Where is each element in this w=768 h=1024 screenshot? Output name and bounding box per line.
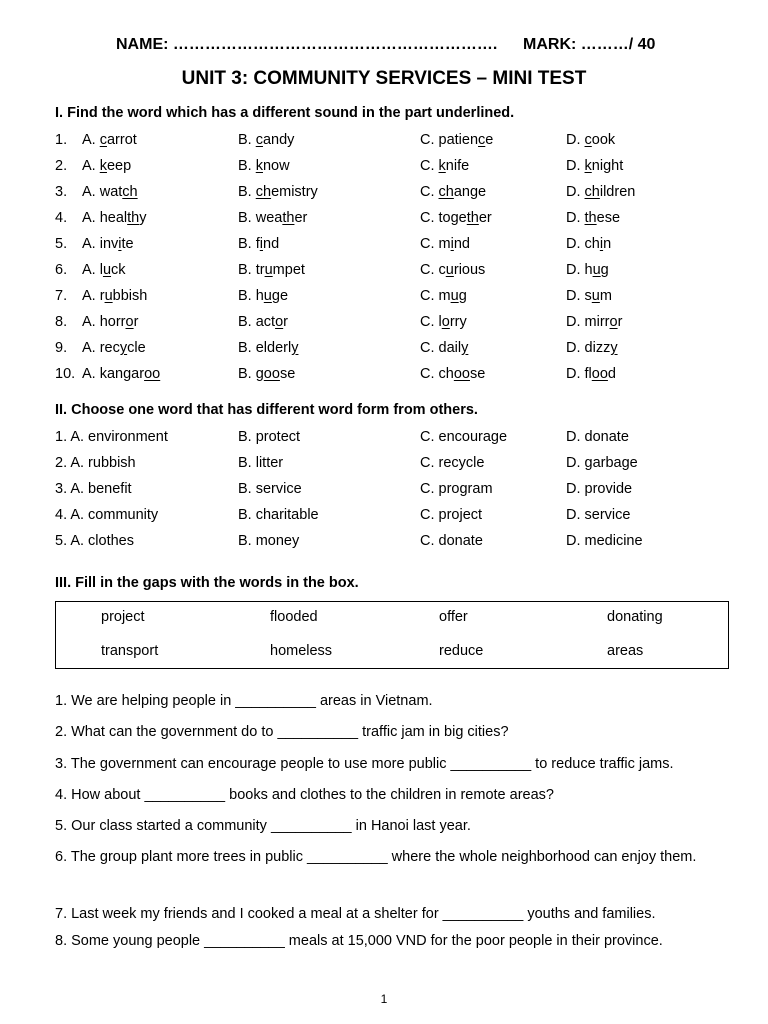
question-number: 3. [55, 184, 68, 200]
option-b: B. protect [238, 429, 301, 445]
underlined-part: k [584, 158, 592, 174]
question-row [0, 507, 768, 529]
underlined-part: y [119, 340, 128, 356]
box-word: donating [607, 609, 663, 625]
underlined-part: c [478, 132, 486, 148]
option-text: C. m [420, 288, 451, 304]
word-box [55, 601, 729, 669]
option-text: y [139, 210, 147, 226]
underlined-part: th [466, 210, 479, 226]
option-text: A. rec [82, 340, 120, 356]
question-number: 4. [55, 210, 68, 226]
option-text: n [603, 236, 612, 252]
question-row [0, 429, 768, 451]
option-d: D. medicine [566, 533, 643, 549]
option-text: e [485, 132, 494, 148]
fill-sentence-1: 1. We are helping people in __________ areas in Vietnam. [55, 693, 433, 709]
option-d [566, 132, 615, 148]
option-text: C. patien [420, 132, 479, 148]
section-3-heading: III. Fill in the gaps with the words in the box. [55, 575, 359, 591]
underlined-part: y [291, 340, 299, 356]
question-row [0, 132, 768, 154]
option-a [82, 132, 137, 148]
option-text: g [600, 262, 609, 278]
option-text: B. f [238, 236, 260, 252]
box-word: homeless [270, 643, 333, 659]
option-text: D. [566, 184, 585, 200]
question-row [0, 340, 768, 362]
underlined-part: th [127, 210, 140, 226]
option-text: D. s [566, 288, 592, 304]
option-text: ge [271, 288, 289, 304]
question-number: 5. [55, 236, 68, 252]
option-c [420, 340, 468, 356]
option-text: D. mirr [566, 314, 610, 330]
option-a [82, 184, 138, 200]
underlined-part: c [99, 132, 107, 148]
name-field: NAME: ……………………………………………………. [116, 36, 498, 53]
underlined-part: k [438, 158, 446, 174]
option-d: D. service [566, 507, 631, 523]
option-text: now [262, 158, 290, 174]
option-text: C. dail [420, 340, 462, 356]
option-text: C. ch [420, 366, 454, 382]
underlined-part: ch [122, 184, 138, 200]
option-text: ange [453, 184, 487, 200]
underlined-part: o [275, 314, 284, 330]
option-text: D. fl [566, 366, 592, 382]
question-row [0, 366, 768, 388]
question-row [0, 184, 768, 206]
box-word: transport [101, 643, 159, 659]
underlined-part: i [118, 236, 122, 252]
option-text: ese [596, 210, 621, 226]
fill-sentence-3: 3. The government can encourage people to use more public __________ to reduce traffic jams. [55, 756, 674, 772]
fill-sentence-7: 7. Last week my friends and I cooked a meal at a shelter for __________ youths and families. [55, 906, 656, 922]
option-text: A. heal [82, 210, 128, 226]
underlined-part: c [584, 132, 592, 148]
question-row [0, 533, 768, 555]
option-d [566, 340, 618, 356]
underlined-part: u [263, 288, 272, 304]
option-text: C. [420, 184, 439, 200]
option-text: C. [420, 158, 439, 174]
option-text: nd [453, 236, 470, 252]
option-a: 5. A. clothes [55, 533, 134, 549]
option-c: C. encourage [420, 429, 508, 445]
option-d [566, 314, 622, 330]
option-text: A. horr [82, 314, 126, 330]
option-text: se [469, 366, 486, 382]
option-d [566, 262, 609, 278]
underlined-part: y [610, 340, 618, 356]
question-row [0, 236, 768, 258]
fill-sentence-4: 4. How about __________ books and clothes to the children in remote areas? [55, 787, 554, 803]
option-text: andy [262, 132, 295, 148]
option-d [566, 366, 616, 382]
option-text: B. act [238, 314, 276, 330]
option-text: rious [453, 262, 486, 278]
option-text: m [599, 288, 612, 304]
option-text: d [607, 366, 616, 382]
fill-sentence-8: 8. Some young people __________ meals at 15,000 VND for the poor people in their province. [55, 933, 663, 949]
underlined-part: u [104, 288, 113, 304]
word-box-row [56, 643, 730, 663]
option-b: B. charitable [238, 507, 319, 523]
option-text: ildren [599, 184, 636, 200]
option-text: A. [82, 132, 100, 148]
fill-sentence-2: 2. What can the government do to __________ traffic jam in big cities? [55, 724, 509, 740]
question-number: 1. [55, 132, 68, 148]
option-c: C. donate [420, 533, 483, 549]
option-text: mpet [272, 262, 305, 278]
option-b [238, 184, 318, 200]
question-number: 8. [55, 314, 68, 330]
option-b: B. service [238, 481, 302, 497]
underlined-part: ch [584, 184, 600, 200]
box-word: flooded [270, 609, 318, 625]
underlined-part: u [264, 262, 273, 278]
option-b [238, 236, 279, 252]
option-text: B. [238, 184, 256, 200]
underlined-part: u [445, 262, 454, 278]
question-number: 6. [55, 262, 68, 278]
option-c [420, 262, 485, 278]
option-c [420, 236, 470, 252]
option-text: D. h [566, 262, 593, 278]
option-a [82, 314, 138, 330]
underlined-part: ch [255, 184, 272, 200]
option-text: C. toge [420, 210, 467, 226]
box-word: project [101, 609, 145, 625]
option-a [82, 288, 147, 304]
option-d [566, 210, 620, 226]
option-b [238, 262, 305, 278]
question-row [0, 481, 768, 503]
option-text: D. [566, 158, 585, 174]
underlined-part: u [591, 288, 600, 304]
question-row [0, 158, 768, 180]
option-text: eep [106, 158, 132, 174]
option-b [238, 132, 294, 148]
option-c [420, 158, 469, 174]
fill-sentence-6: 6. The group plant more trees in public __________ where the whole neighborhood can enjoy them. [55, 849, 697, 865]
question-number: 9. [55, 340, 68, 356]
option-c: C. project [420, 507, 483, 523]
option-text: D. [566, 210, 585, 226]
option-b [238, 158, 290, 174]
option-text: se [279, 366, 296, 382]
underlined-part: u [102, 262, 112, 278]
option-a [82, 158, 131, 174]
option-a: 1. A. environment [55, 429, 168, 445]
underlined-part: o [125, 314, 134, 330]
option-text: B. [238, 132, 256, 148]
option-text: D. [566, 132, 585, 148]
option-c [420, 132, 493, 148]
question-row [0, 262, 768, 284]
option-a [82, 340, 146, 356]
option-text: arrot [106, 132, 137, 148]
option-b [238, 288, 288, 304]
option-a: 2. A. rubbish [55, 455, 136, 471]
underlined-part: o [441, 314, 450, 330]
question-row [0, 288, 768, 310]
page-number: 1 [380, 992, 388, 1006]
option-text: rry [449, 314, 467, 330]
option-text: C. m [420, 236, 451, 252]
option-c [420, 184, 486, 200]
option-text: A. r [82, 288, 105, 304]
header [0, 36, 768, 58]
option-a [82, 236, 134, 252]
underlined-part: u [592, 262, 601, 278]
option-text: cle [127, 340, 146, 356]
underlined-part: oo [453, 366, 470, 382]
underlined-part: i [599, 236, 604, 252]
option-d [566, 236, 611, 252]
underlined-part: i [259, 236, 263, 252]
fill-sentence-5: 5. Our class started a community __________ in Hanoi last year. [55, 818, 471, 834]
underlined-part: ch [438, 184, 454, 200]
underlined-part: oo [144, 366, 161, 382]
option-d [566, 158, 623, 174]
option-text: er [478, 210, 492, 226]
option-a: 4. A. community [55, 507, 159, 523]
option-c [420, 210, 492, 226]
option-d: D. garbage [566, 455, 638, 471]
page-title: UNIT 3: COMMUNITY SERVICES – MINI TEST [181, 68, 587, 89]
option-b [238, 314, 288, 330]
option-text: A. kangar [82, 366, 145, 382]
option-text: r [617, 314, 623, 330]
option-b: B. litter [238, 455, 284, 471]
underlined-part: k [99, 158, 107, 174]
option-text: B. elderl [238, 340, 292, 356]
underlined-part: k [255, 158, 263, 174]
underlined-part: u [450, 288, 459, 304]
option-text: D. dizz [566, 340, 611, 356]
option-text: ck [111, 262, 126, 278]
question-row [0, 210, 768, 232]
option-text: A. l [82, 262, 103, 278]
box-word: reduce [439, 643, 484, 659]
option-text: D. ch [566, 236, 600, 252]
option-d [566, 288, 612, 304]
option-text: nife [445, 158, 470, 174]
option-d: D. provide [566, 481, 633, 497]
option-text: nd [263, 236, 280, 252]
option-c [420, 288, 467, 304]
option-b [238, 210, 307, 226]
option-text: r [283, 314, 288, 330]
mark-field: MARK: ………/ 40 [523, 36, 656, 53]
underlined-part: i [450, 236, 454, 252]
underlined-part: y [461, 340, 469, 356]
option-text: B. wea [238, 210, 283, 226]
underlined-part: o [609, 314, 618, 330]
question-number: 7. [55, 288, 68, 304]
option-b: B. money [238, 533, 300, 549]
option-text: B. [238, 158, 256, 174]
option-a [82, 366, 160, 382]
option-text: te [121, 236, 134, 252]
section-2-heading: II. Choose one word that has different word form from others. [55, 402, 478, 418]
box-word: areas [607, 643, 644, 659]
option-text: g [458, 288, 467, 304]
option-text: r [133, 314, 139, 330]
question-row [0, 455, 768, 477]
option-text: B. h [238, 288, 264, 304]
option-text: B. g [238, 366, 264, 382]
option-text: A. inv [82, 236, 119, 252]
option-text: A. wat [82, 184, 123, 200]
underlined-part: oo [591, 366, 608, 382]
option-a [82, 210, 147, 226]
option-text: A. [82, 158, 100, 174]
question-number: 2. [55, 158, 68, 174]
option-d: D. donate [566, 429, 629, 445]
section-1-heading: I. Find the word which has a different sound in the part underlined. [55, 105, 515, 121]
underlined-part: th [584, 210, 597, 226]
underlined-part: oo [263, 366, 280, 382]
option-text: night [591, 158, 624, 174]
underlined-part: th [282, 210, 295, 226]
word-box-row [56, 609, 730, 629]
question-number: 10. [55, 366, 76, 382]
option-text: C. c [420, 262, 446, 278]
option-c [420, 366, 485, 382]
option-c: C. program [420, 481, 493, 497]
option-a: 3. A. benefit [55, 481, 132, 497]
underlined-part: c [255, 132, 263, 148]
option-text: B. tr [238, 262, 265, 278]
option-text: emistry [271, 184, 318, 200]
box-word: offer [439, 609, 468, 625]
option-d [566, 184, 635, 200]
option-text: ook [591, 132, 616, 148]
option-text: bbish [112, 288, 148, 304]
option-b [238, 366, 295, 382]
option-text: er [294, 210, 308, 226]
question-row [0, 314, 768, 336]
option-a [82, 262, 126, 278]
option-c [420, 314, 467, 330]
option-text: C. l [420, 314, 442, 330]
option-b [238, 340, 298, 356]
option-c: C. recycle [420, 455, 485, 471]
